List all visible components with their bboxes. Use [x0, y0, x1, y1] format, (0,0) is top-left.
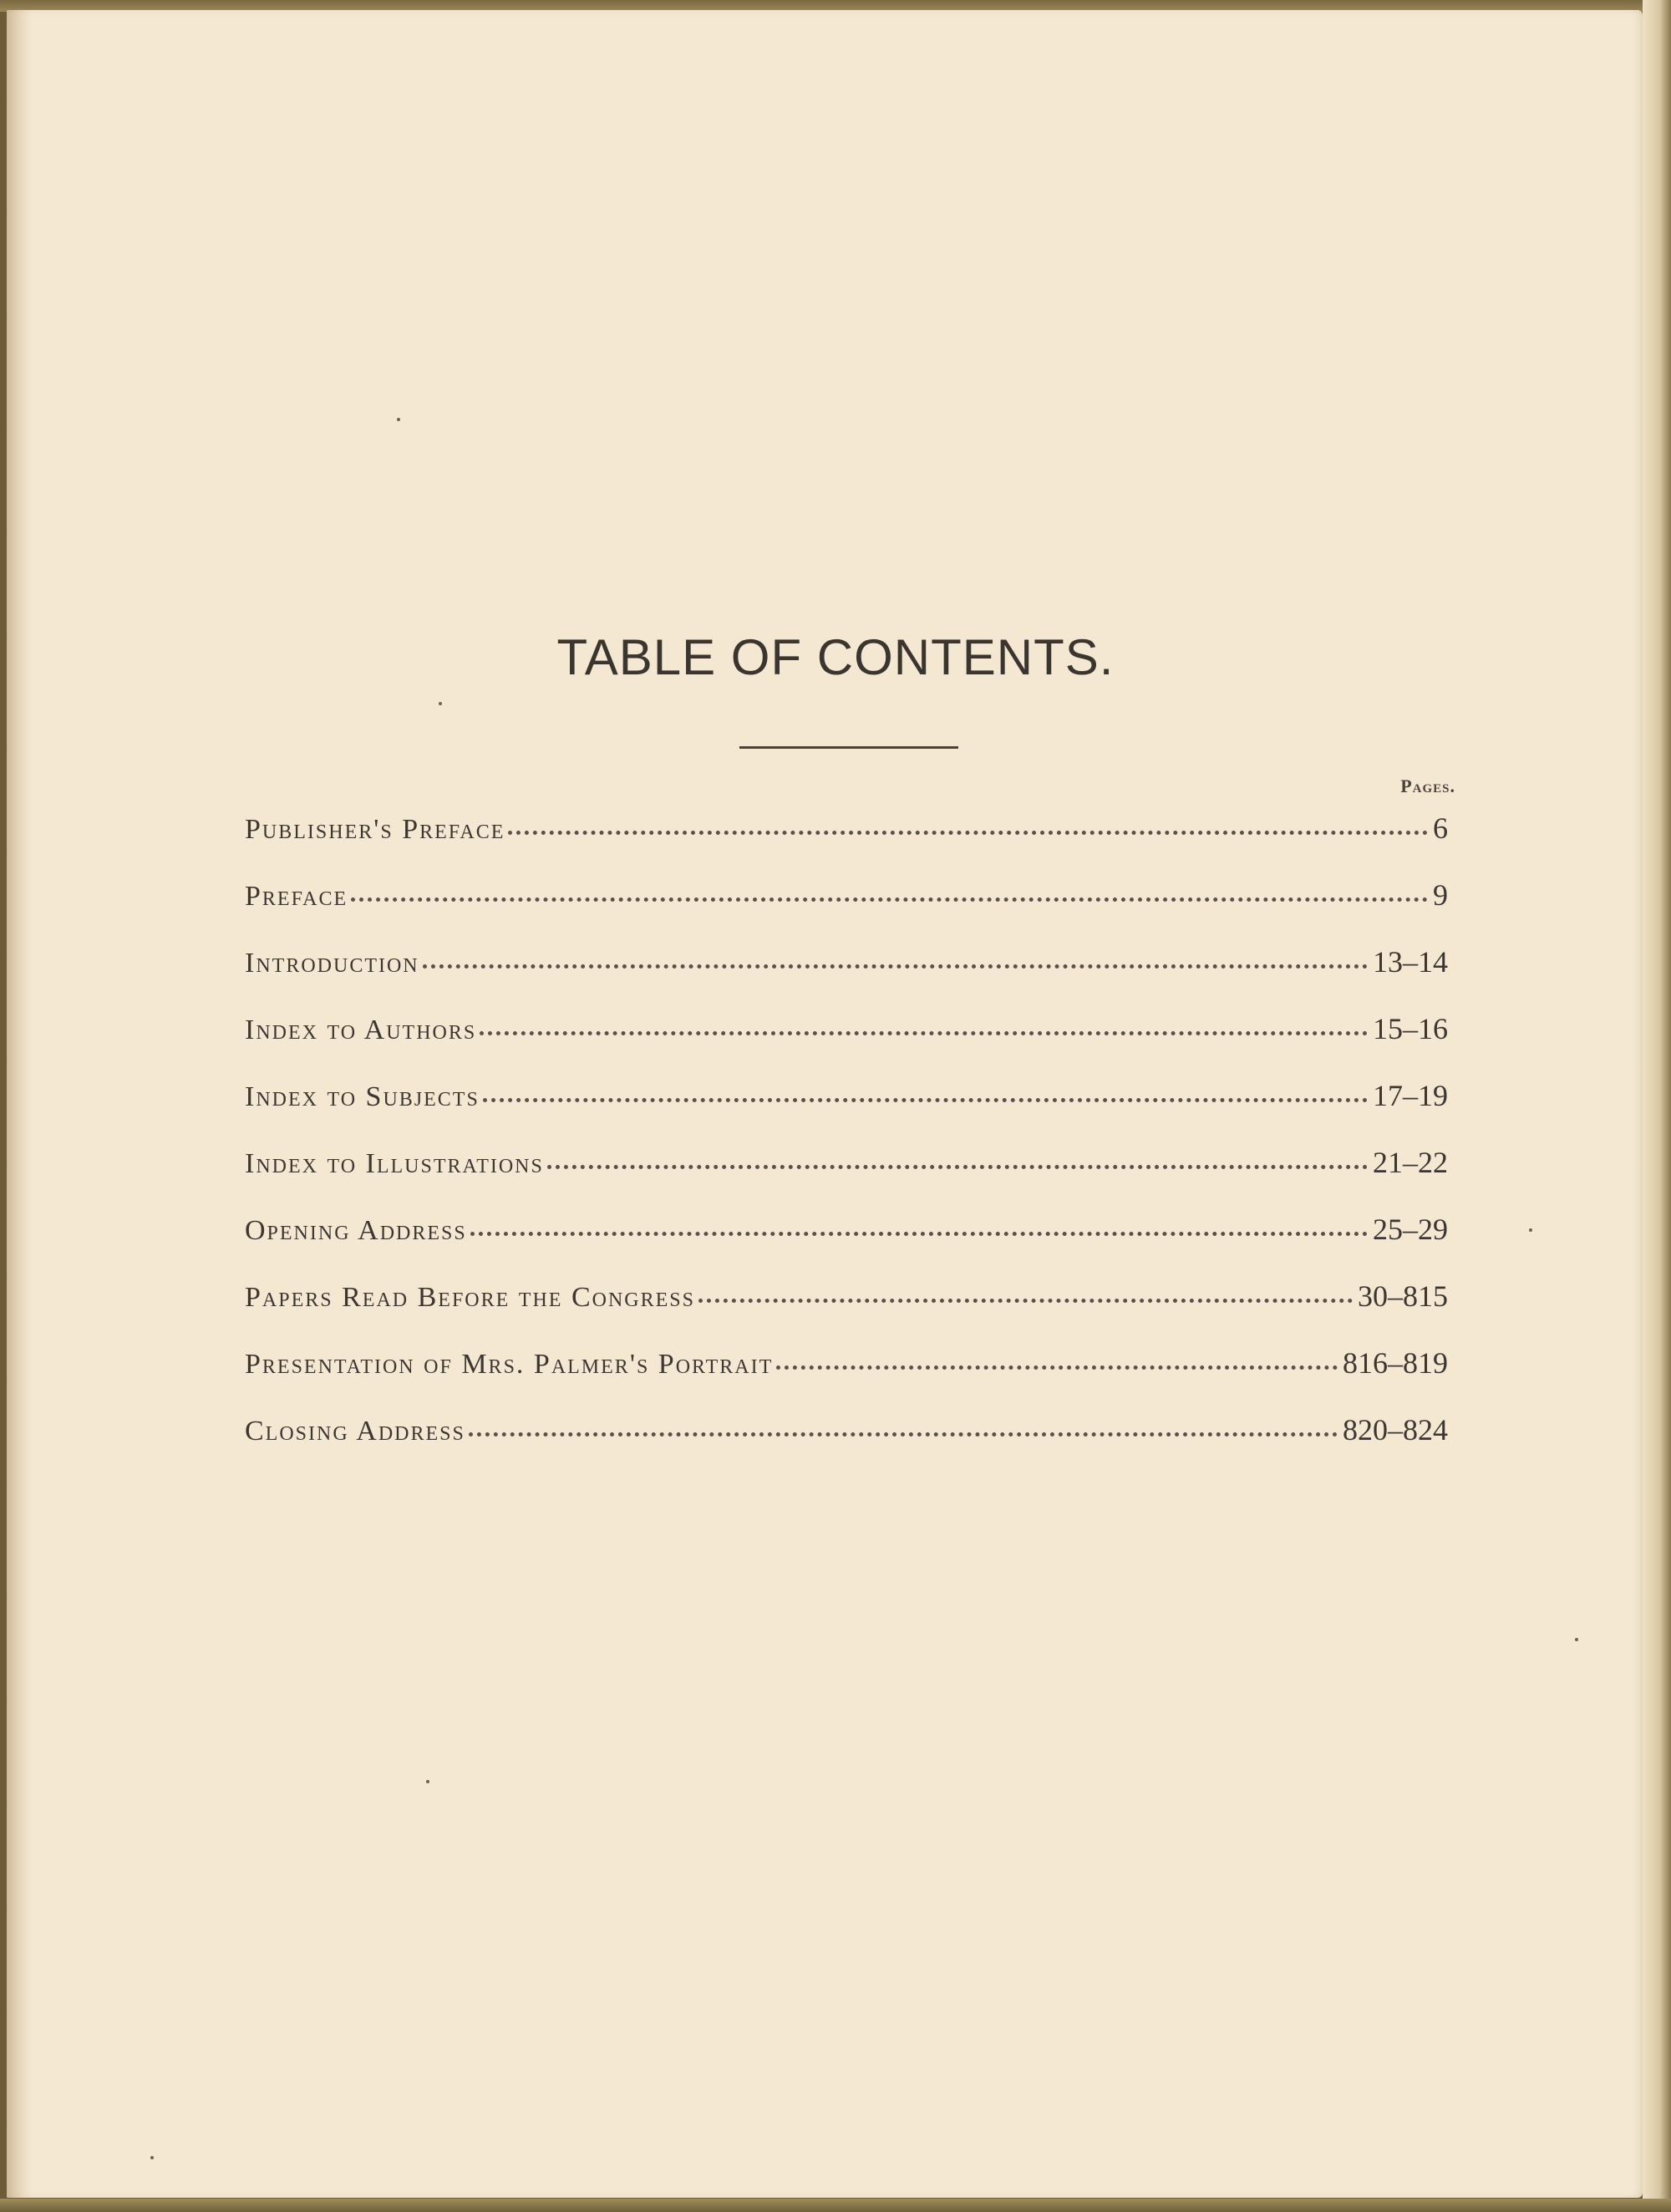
- toc-entry: [245, 1145, 1448, 1212]
- toc-entry-pages: 25–29: [1373, 1213, 1448, 1246]
- paper-speck: [150, 2156, 154, 2159]
- toc-entry-title: Index to Subjects: [245, 1081, 480, 1112]
- dot-leader: [423, 964, 1368, 969]
- toc-entry: [245, 1345, 1448, 1412]
- dot-leader: [547, 1165, 1368, 1169]
- toc-entry-pages: 21–22: [1373, 1146, 1448, 1179]
- toc-entry-title: Closing Address: [245, 1416, 465, 1447]
- toc-entry-title: Preface: [245, 881, 348, 912]
- toc-entry-title: Papers Read Before the Congress: [245, 1282, 695, 1313]
- paper-speck: [1529, 1228, 1532, 1232]
- dot-leader: [508, 831, 1428, 835]
- dot-leader: [480, 1031, 1368, 1035]
- toc-entry: [245, 877, 1448, 944]
- toc-entry: [245, 1412, 1448, 1479]
- page-fore-edge: [1643, 0, 1671, 2212]
- table-of-contents: [245, 811, 1448, 1479]
- toc-entry-pages: 6: [1433, 811, 1448, 845]
- toc-entry: [245, 1078, 1448, 1145]
- paper-speck: [1575, 1638, 1578, 1641]
- toc-entry: [245, 1279, 1448, 1345]
- toc-entry-pages: 30–815: [1358, 1279, 1448, 1313]
- toc-entry-title: Publisher's Preface: [245, 814, 505, 845]
- dot-leader: [351, 898, 1428, 902]
- dot-leader: [698, 1299, 1353, 1303]
- dot-leader: [776, 1365, 1338, 1370]
- toc-entry-pages: 816–819: [1343, 1346, 1448, 1380]
- toc-entry-title: Index to Authors: [245, 1014, 477, 1045]
- page-title: TABLE OF CONTENTS.: [556, 629, 1115, 685]
- title-rule: [739, 746, 958, 749]
- toc-entry-title: Index to Illustrations: [245, 1148, 544, 1179]
- gutter-shadow: [7, 10, 32, 2198]
- toc-entry-pages: 15–16: [1373, 1012, 1448, 1045]
- toc-entry-pages: 13–14: [1373, 945, 1448, 979]
- toc-entry: [245, 1011, 1448, 1078]
- toc-entry: [245, 811, 1448, 877]
- scan-bottom-edge: [0, 2199, 1671, 2212]
- pages-column-header: Pages.: [1400, 775, 1455, 796]
- paper-speck: [439, 702, 442, 705]
- toc-entry-title: Opening Address: [245, 1215, 467, 1246]
- toc-entry-title: Introduction: [245, 948, 419, 979]
- toc-entry: [245, 944, 1448, 1011]
- dot-leader: [469, 1432, 1338, 1437]
- toc-entry-pages: 17–19: [1373, 1079, 1448, 1112]
- toc-entry: [245, 1212, 1448, 1279]
- paper-speck: [397, 418, 400, 421]
- toc-entry-pages: 820–824: [1343, 1413, 1448, 1447]
- dot-leader: [470, 1232, 1368, 1236]
- dot-leader: [483, 1098, 1368, 1102]
- paper-speck: [426, 1780, 429, 1783]
- toc-entry-pages: 9: [1433, 878, 1448, 912]
- toc-entry-title: Presentation of Mrs. Palmer's Portrait: [245, 1349, 774, 1380]
